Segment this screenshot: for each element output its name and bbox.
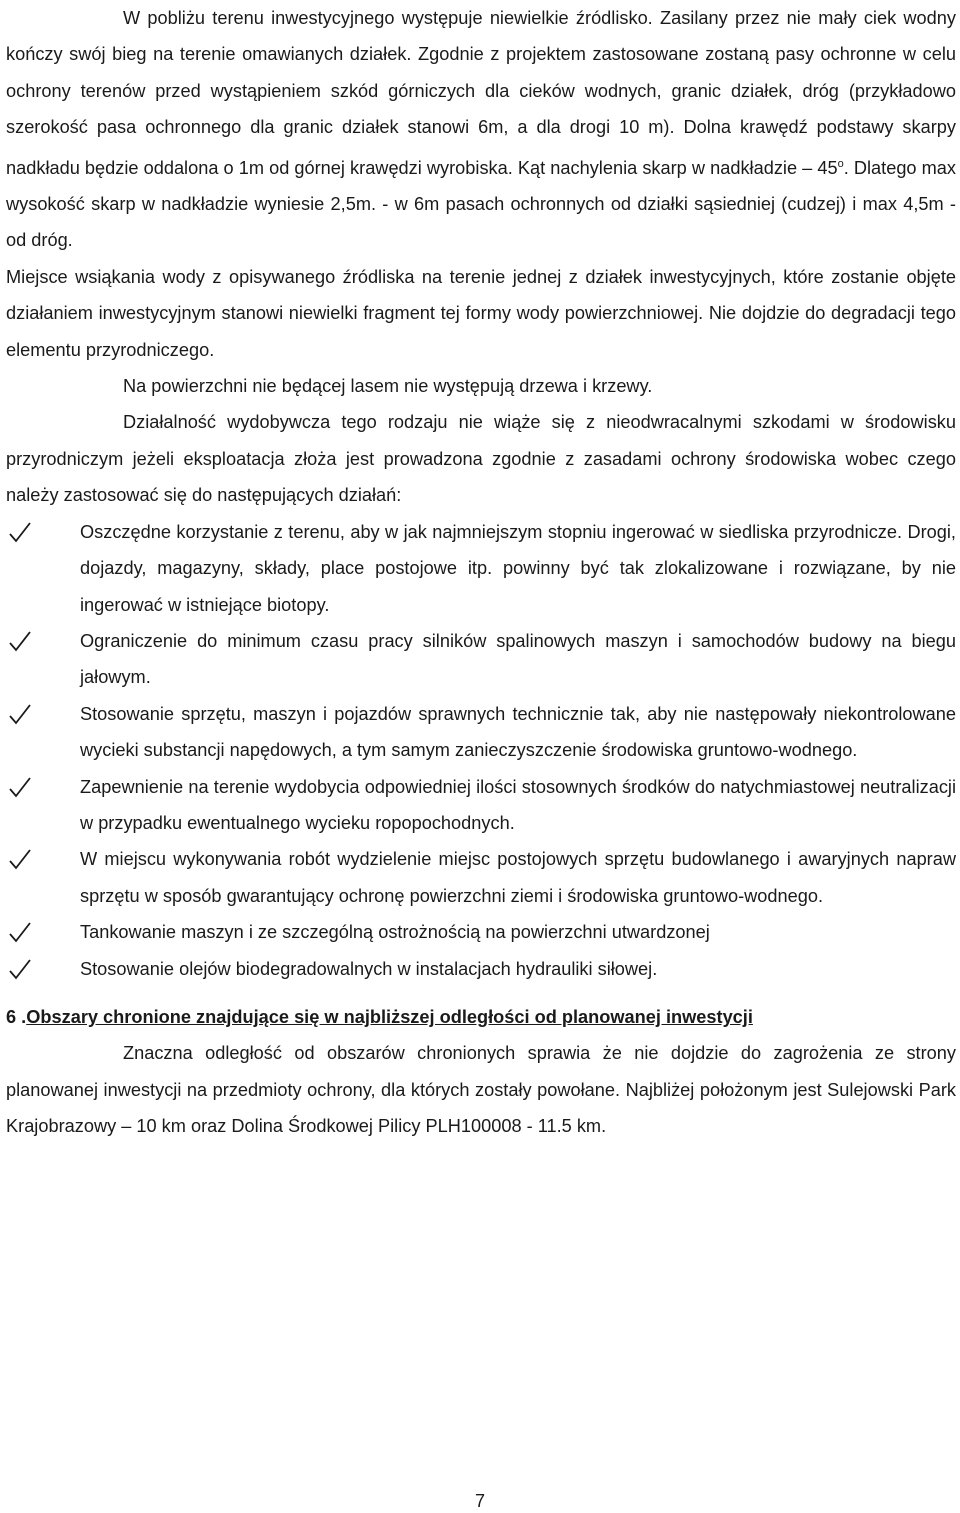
list-item-text: Zapewnienie na terenie wydobycia odpowiedniej ilości stosownych środków do natychmiastowej neutralizacji w przypadku ewentualnego wycieku ropopochodnych. xyxy=(80,776,956,833)
checkmark-icon xyxy=(6,769,36,805)
checkmark-icon xyxy=(6,914,36,950)
list-item-text: Stosowanie sprzętu, maszyn i pojazdów sprawnych technicznie tak, aby nie następowały niekontrolowane wycieki substancji napędowych, a tym samym zanieczyszczenie środowiska gruntowo-wodnego. xyxy=(80,703,956,761)
list-item-text: Stosowanie olejów biodegradowalnych w instalacjach hydrauliki siłowej. xyxy=(80,958,658,979)
checkmark-icon xyxy=(6,951,36,987)
checkmark-icon xyxy=(6,841,36,877)
list-item xyxy=(6,514,956,623)
paragraph-text: . Dlatego max wysokość skarp w nadkładzie wyniesie 2,5m. - w 6m pasach ochronnych od działki sąsiedniej (cudzej) i max 4,5m - od dróg. xyxy=(6,157,956,251)
degree-superscript: o xyxy=(837,157,844,170)
section-6-heading xyxy=(6,999,956,1035)
list-item xyxy=(6,914,956,950)
section-number: 6 . xyxy=(6,1006,27,1027)
list-item xyxy=(6,951,956,987)
paragraph-protected-areas: Znaczna odległość od obszarów chronionych sprawia że nie dojdzie do zagrożenia ze strony planowanej inwestycji na przedmioty ochrony, dla których zostały powołane. Najbliżej położonym jest Sulejowski Park Krajobrazowy – 10 km oraz Dolina Środkowej Pilicy PLH100008 - 11.5 km. xyxy=(6,1043,956,1137)
paragraph-spring xyxy=(6,0,956,259)
paragraph-text: W pobliżu terenu inwestycyjnego występuje niewielkie źródlisko. Zasilany przez nie mały ciek wodny kończy swój bieg na terenie omawianych działek. Zgodnie z projektem zastosowane zostaną pasy ochronne w celu ochrony terenów przed wystąpieniem szkód górniczych dla cieków wodnych, granic działek, dróg (przykładowo szerokość pasa ochronnego dla granic działek stanowi 6m, a dla drogi 10 m). Dolna krawędź podstawy skarpy nadkładu będzie oddalona o 1m od górnej krawędzi wyrobiska. Kąt nachylenia skarp w nadkładzie – 45 xyxy=(6,8,956,178)
paragraph-infiltration: Miejsce wsiąkania wody z opisywanego źródliska na terenie jednej z działek inwestycyjnych, które zostanie objęte działaniem inwestycyjnym stanowi niewielki fragment tej formy wody powierzchniowej. Nie dojdzie do degradacji tego elementu przyrodniczego. xyxy=(6,266,956,360)
list-item xyxy=(6,769,956,842)
list-item-text: Oszczędne korzystanie z terenu, aby w jak najmniejszym stopniu ingerować w siedliska przyrodnicze. Drogi, dojazdy, magazyny, składy, place postojowe itp. powinny być tak zlokalizowane i rozwiązane, by nie ingerować w istniejące biotopy. xyxy=(80,521,956,615)
list-item-text: Ograniczenie do minimum czasu pracy silników spalinowych maszyn i samochodów budowy na biegu jałowym. xyxy=(80,630,956,688)
paragraph-mining-activity: Działalność wydobywcza tego rodzaju nie wiąże się z nieodwracalnymi szkodami w środowisku przyrodniczym jeżeli eksploatacja złoża jest prowadzona zgodnie z zasadami ochrony środowiska wobec czego należy zastosować się do następujących działań: xyxy=(6,412,956,506)
section-title: Obszary chronione znajdujące się w najbliższej odległości od planowanej inwestycji xyxy=(26,1006,753,1027)
list-item-text: W miejscu wykonywania robót wydzielenie miejsc postojowych sprzętu budowlanego i awaryjnych napraw sprzętu w sposób gwarantujący ochronę powierzchni ziemi i środowiska gruntowo-wodnego. xyxy=(80,849,956,906)
document-page xyxy=(6,0,956,1145)
list-item xyxy=(6,696,956,769)
checkmark-icon xyxy=(6,696,36,732)
checkmark-icon xyxy=(6,623,36,659)
list-item xyxy=(6,841,956,914)
measures-checklist xyxy=(6,514,956,987)
checkmark-icon xyxy=(6,514,36,550)
paragraph-trees: Na powierzchni nie będącej lasem nie występują drzewa i krzewy. xyxy=(123,376,653,397)
list-item-text: Tankowanie maszyn i ze szczególną ostrożnością na powierzchni utwardzonej xyxy=(80,922,710,943)
page-number: 7 xyxy=(474,1491,485,1511)
list-item xyxy=(6,623,956,696)
